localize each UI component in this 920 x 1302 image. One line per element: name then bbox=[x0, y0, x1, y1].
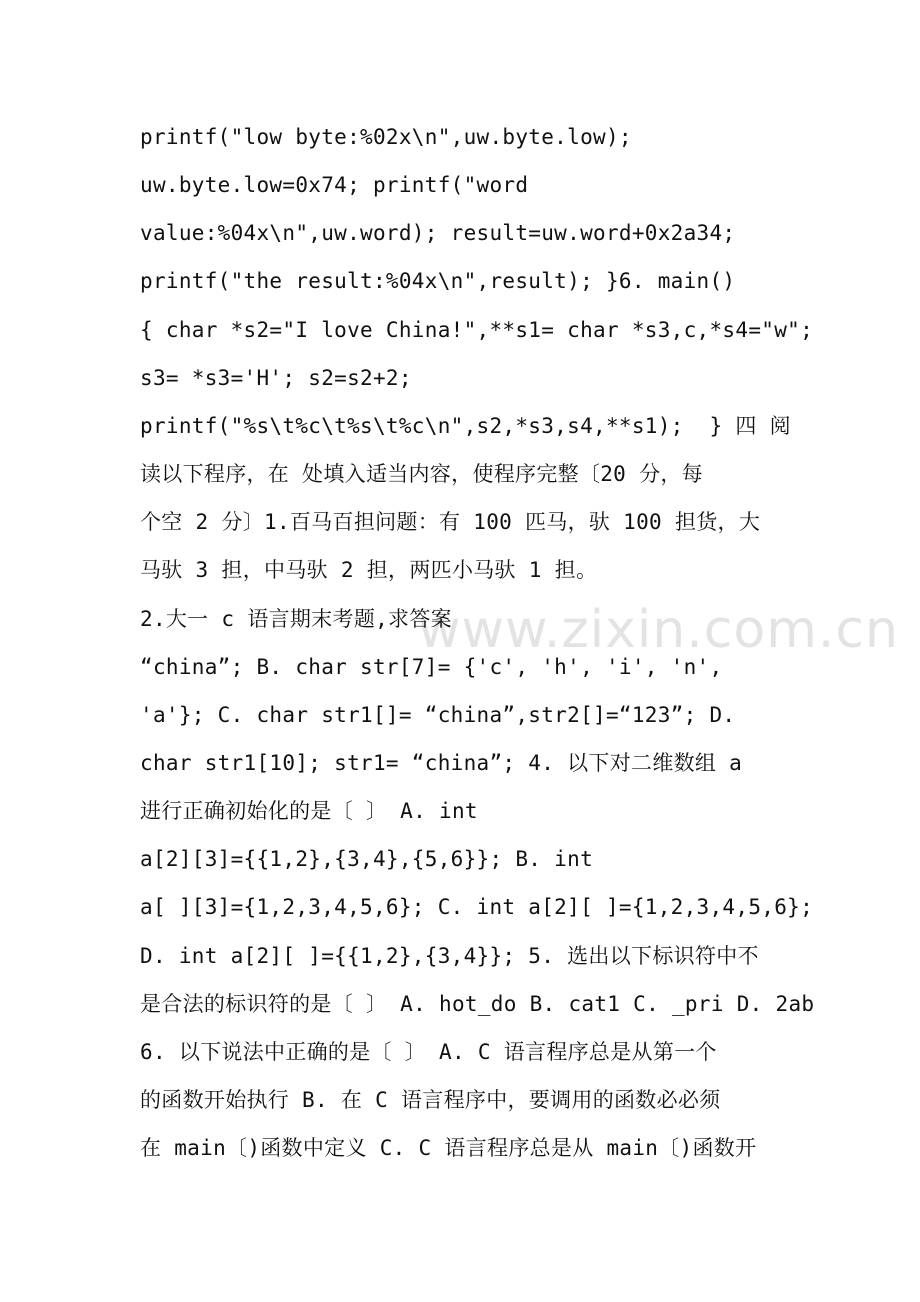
text-line: 'a'}; C. char str1[]= “china”,str2[]=“123”; D. bbox=[140, 703, 736, 727]
text-line: a[ ][3]={1,2,3,4,5,6}; C. int a[2][ ]={1,2,3,4,5,6}; bbox=[140, 895, 814, 919]
text-line: 进行正确初始化的是〔 〕 A. int bbox=[140, 799, 478, 823]
text-line: 读以下程序，在 处填入适当内容，使程序完整〔20 分，每 bbox=[140, 462, 703, 486]
text-line: D. int a[2][ ]={{1,2},{3,4}}; 5. 选出以下标识符中不 bbox=[140, 944, 759, 968]
text-line: 的函数开始执行 B. 在 C 语言程序中，要调用的函数必必须 bbox=[140, 1088, 721, 1112]
text-line: printf("low byte:%02x\n",uw.byte.low); bbox=[140, 125, 632, 149]
text-line: 是合法的标识符的是〔 〕 A. hot_do B. cat1 C. _pri D. 2ab bbox=[140, 992, 815, 1016]
text-line: 2.大一 c 语言期末考题,求答案 bbox=[140, 607, 452, 631]
text-line: value:%04x\n",uw.word); result=uw.word+0x2a34; bbox=[140, 221, 736, 245]
text-line: 在 main〔)函数中定义 C. C 语言程序总是从 main〔)函数开 bbox=[140, 1136, 757, 1160]
text-line: s3= *s3='H'; s2=s2+2; bbox=[140, 366, 412, 390]
text-line: char str1[10]; str1= “china”; 4. 以下对二维数组 a bbox=[140, 751, 743, 775]
text-line: uw.byte.low=0x74; printf("word bbox=[140, 173, 529, 197]
text-line: 个空 2 分〕1.百马百担问题：有 100 匹马，驮 100 担货，大 bbox=[140, 510, 761, 534]
text-line: 马驮 3 担，中马驮 2 担，两匹小马驮 1 担。 bbox=[140, 558, 598, 582]
text-line: “china”; B. char str[7]= {'c', 'h', 'i', 'n', bbox=[140, 655, 723, 679]
text-line: a[2][3]={{1,2},{3,4},{5,6}}; B. int bbox=[140, 847, 594, 871]
text-line: { char *s2="I love China!",**s1= char *s3,c,*s4="w"; bbox=[140, 318, 814, 342]
text-line: printf("the result:%04x\n",result); }6. main() bbox=[140, 269, 736, 293]
watermark: www.zixin.com.cn bbox=[418, 600, 899, 660]
text-line: 6. 以下说法中正确的是〔 〕 A. C 语言程序总是从第一个 bbox=[140, 1040, 717, 1064]
text-line: printf("%s\t%c\t%s\t%c\n",s2,*s3,s4,**s1); } 四 阅 bbox=[140, 414, 791, 438]
